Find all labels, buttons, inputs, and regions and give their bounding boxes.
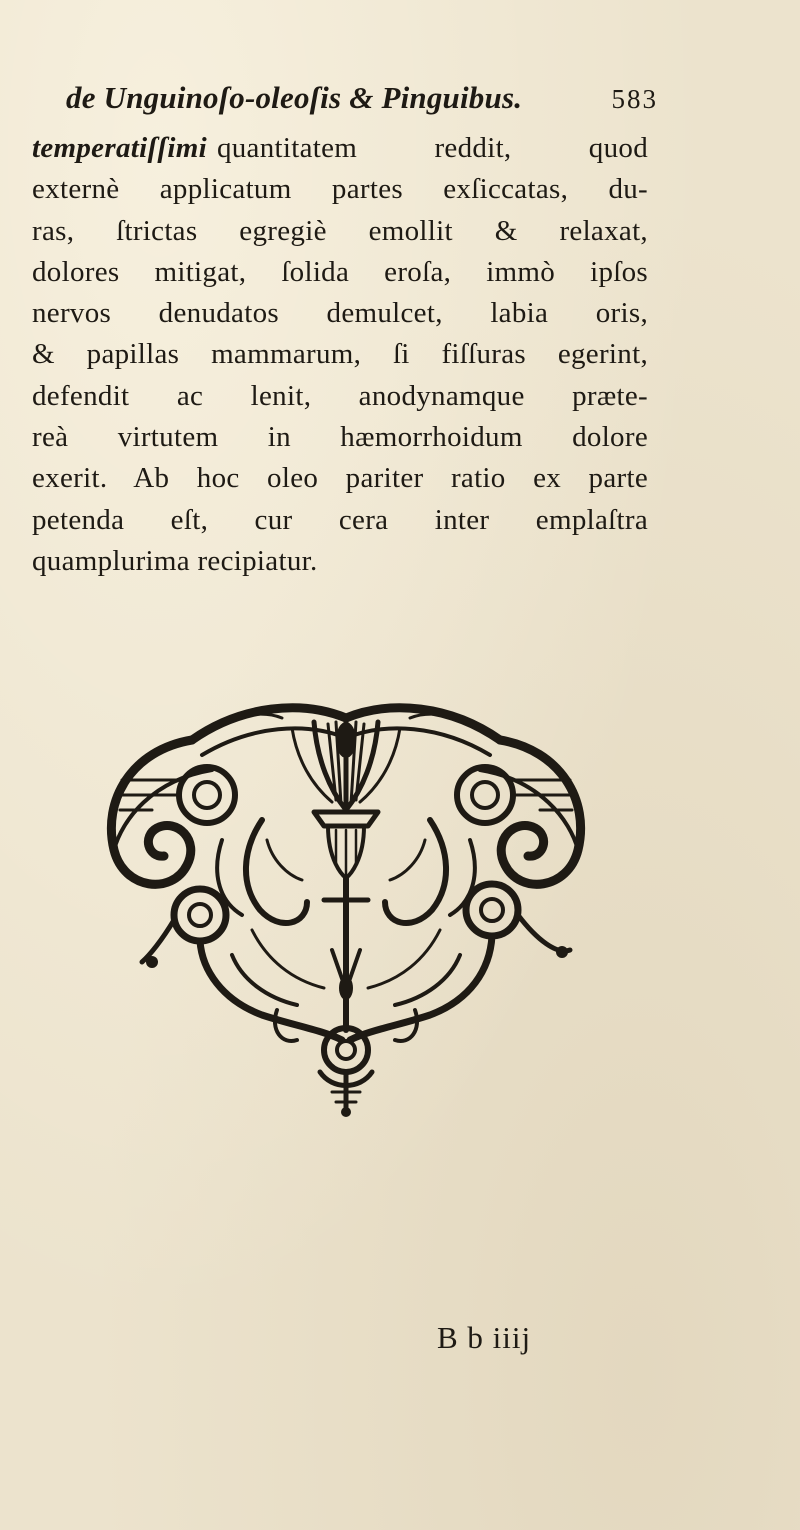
text-line: ras, ſtrictas egregiè emollit & relaxat, bbox=[32, 214, 648, 247]
text-line: quamplurima recipiatur. bbox=[32, 544, 318, 577]
text-line-content: quantitatem reddit, quod bbox=[216, 132, 648, 164]
text-line: petenda eſt, cur cera inter emplaſtra bbox=[32, 503, 648, 536]
text-line: defendit ac lenit, anodynamque præte- bbox=[32, 379, 648, 412]
running-title: de Unguinoſo-oleoſis & Pinguibus. bbox=[66, 80, 523, 115]
baroque-tailpiece-ornament-icon bbox=[92, 700, 600, 1118]
running-head bbox=[60, 80, 658, 126]
text-line: externè applicatum partes exſiccatas, du- bbox=[32, 173, 648, 206]
body-text bbox=[32, 128, 648, 582]
text-line bbox=[32, 128, 648, 169]
text-line: dolores mitigat, ſolida eroſa, immò ipſos bbox=[32, 255, 648, 288]
text-line: reà virtutem in hæmorrhoidum dolore bbox=[32, 421, 648, 454]
italic-lead-word: temperatiſſimi bbox=[32, 132, 207, 164]
page-number: 583 bbox=[611, 84, 658, 114]
text-line: & papillas mammarum, ſi fiſſuras egerint, bbox=[32, 338, 648, 371]
text-line: nervos denudatos demulcet, labia oris, bbox=[32, 297, 648, 330]
text-line: exerit. Ab hoc oleo pariter ratio ex parte bbox=[32, 462, 648, 495]
signature-mark: B b iiij bbox=[437, 1320, 532, 1355]
